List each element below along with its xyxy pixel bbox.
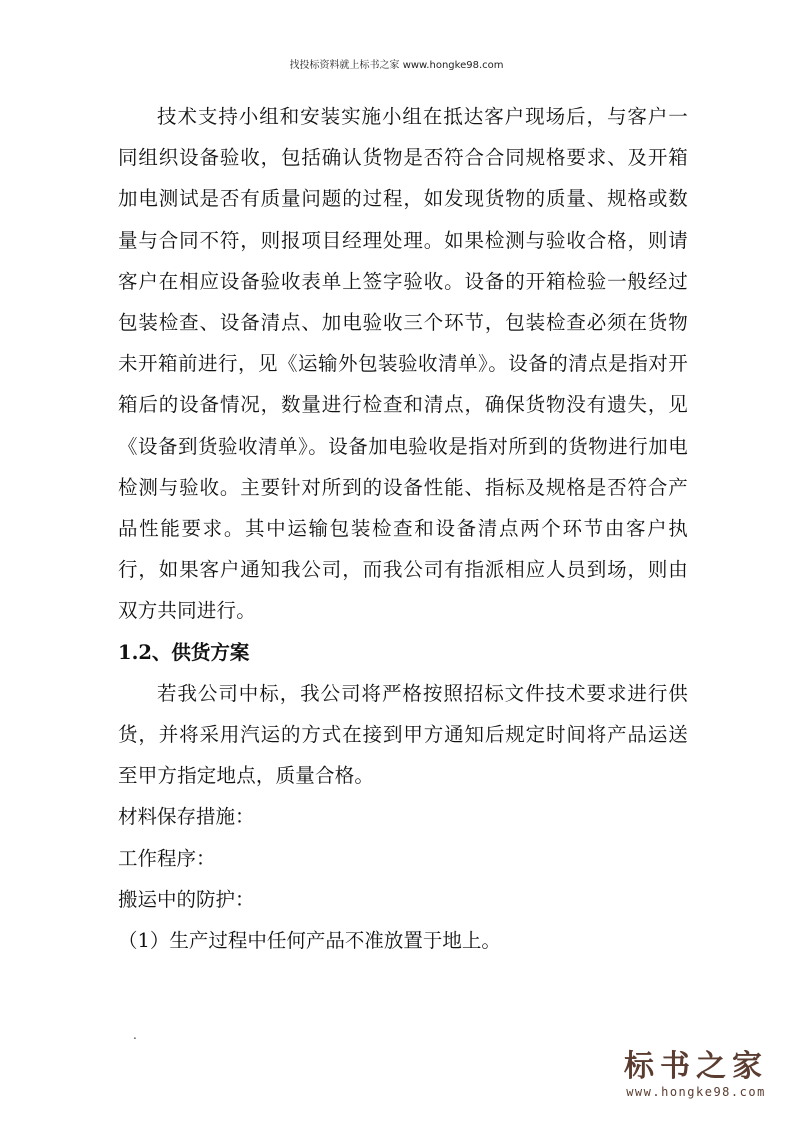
document-body	[118, 96, 688, 961]
paragraph-supply-plan: 若我公司中标，我公司将严格按照招标文件技术要求进行供货，并将采用汽运的方式在接到甲方通知后规定时间将产品运送至甲方指定地点，质量合格。	[118, 681, 688, 788]
handling-protection-label: 搬运中的防护：	[118, 887, 255, 911]
logo-title: 标书之家	[624, 1049, 768, 1084]
material-storage-label: 材料保存措施：	[118, 805, 255, 829]
list-item-1: （1）生产过程中任何产品不准放置于地上。	[118, 929, 501, 953]
footer-dot: .	[133, 1028, 137, 1042]
section-heading: 1.2、供货方案	[118, 640, 250, 664]
brand-logo	[621, 1050, 771, 1100]
work-procedure-label: 工作程序：	[118, 846, 216, 870]
logo-url: www.hongke98.com	[626, 1085, 766, 1099]
paragraph-acceptance: 技术支持小组和安装实施小组在抵达客户现场后，与客户一同组织设备验收，包括确认货物是否符合合同规格要求、及开箱加电测试是否有质量问题的过程，如发现货物的质量、规格或数量与合同不符，则报项目经理处理。如果检测与验收合格，则请客户在相应设备验收表单上签字验收。设备的开箱检验一般经过包装检查、设备清点、加电验收三个环节，包装检查必须在货物未开箱前进行，见《运输外包装验收清单》。设备的清点是指对开箱后的设备情况，数量进行检查和清点，确保货物没有遗失，见《设备到货验收清单》。设备加电验收是指对所到的货物进行加电检测与验收。主要针对所到的设备性能、指标及规格是否符合产品性能要求。其中运输包装检查和设备清点两个环节由客户执行，如果客户通知我公司，而我公司有指派相应人员到场，则由双方共同进行。	[118, 105, 688, 623]
page-header: 找投标资料就上标书之家 www.hongke98.com	[289, 60, 504, 71]
